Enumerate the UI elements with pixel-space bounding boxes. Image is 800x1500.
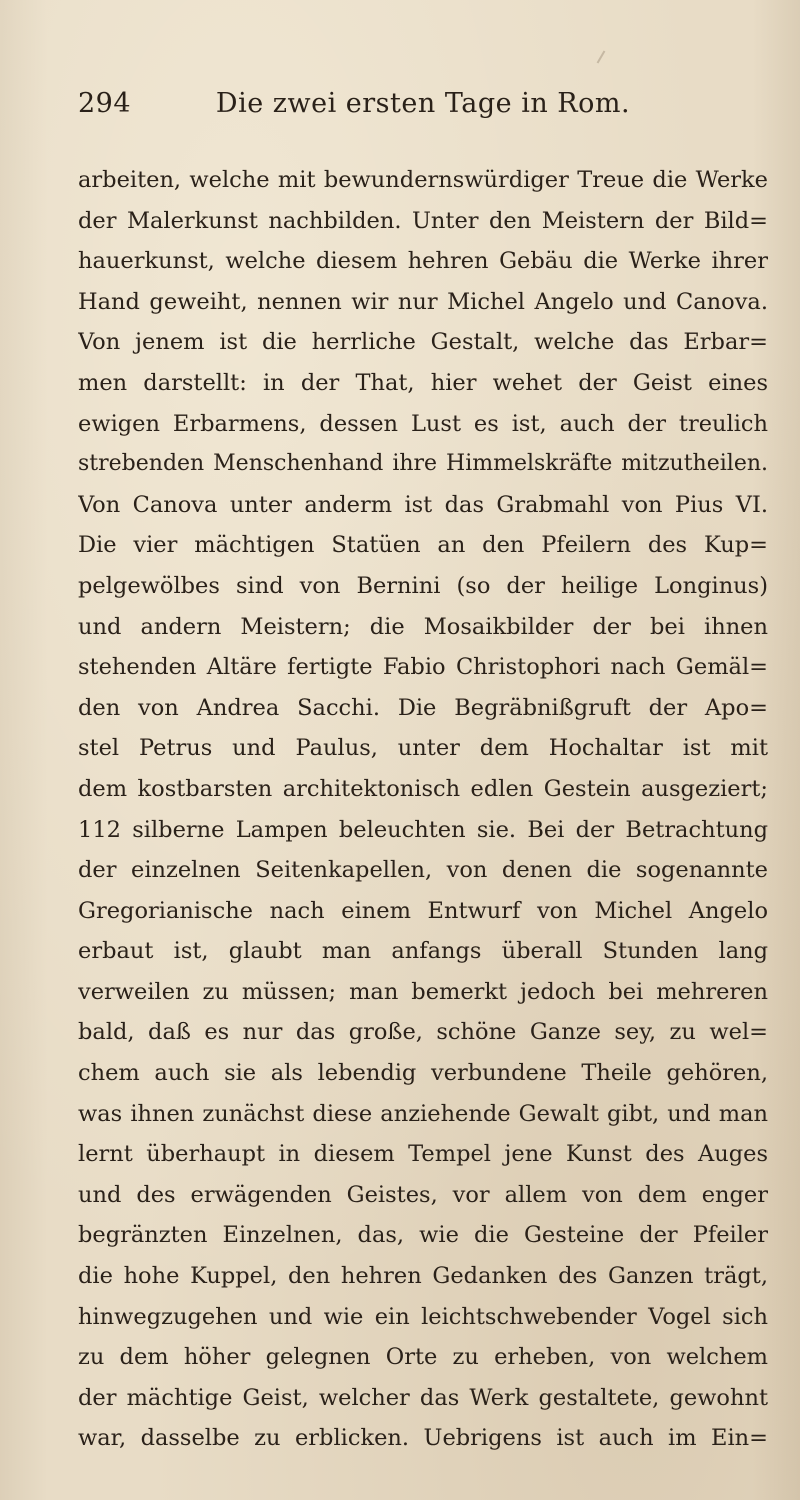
text-line: stehenden Altäre fertigte Fabio Christophori nach Gemäl= (78, 654, 768, 681)
text-line: und des erwägenden Geistes, vor allem von dem enger (78, 1181, 768, 1208)
text-line: zu dem höher gelegnen Orte zu erheben, von welchem (78, 1344, 768, 1371)
text-line: lernt überhaupt in diesem Tempel jene Kunst des Auges (78, 1141, 768, 1168)
text-line: Hand geweiht, nennen wir nur Michel Angelo und Canova. (78, 288, 768, 315)
text-line: arbeiten, welche mit bewundernswürdiger Treue die Werke (78, 167, 768, 193)
text-line: der einzelnen Seitenkapellen, von denen die sogenannte (78, 857, 768, 884)
text-line: men darstellt: in der That, hier wehet der Geist eines (78, 369, 768, 396)
text-line: was ihnen zunächst diese anziehende Gewalt gibt, und man (78, 1100, 768, 1127)
text-line: erbaut ist, glaubt man anfangs überall Stunden lang (78, 938, 768, 965)
text-line: hinwegzugehen und wie ein leichtschwebender Vogel sich (78, 1303, 768, 1330)
text-line: bald, daß es nur das große, schöne Ganze sey, zu wel= (78, 1019, 768, 1046)
text-line: Von Canova unter anderm ist das Grabmahl von Pius VI. (78, 491, 768, 518)
text-line: Die vier mächtigen Statüen an den Pfeilern des Kup= (78, 532, 768, 559)
text-line: Gregorianische nach einem Entwurf von Michel Angelo (78, 897, 768, 924)
text-line: und andern Meistern; die Mosaikbilder der bei ihnen (78, 613, 768, 640)
text-line: pelgewölbes sind von Bernini (so der heilige Longinus) (78, 572, 768, 599)
text-line: den von Andrea Sacchi. Die Begräbnißgruft der Apo= (78, 694, 768, 721)
text-line: chem auch sie als lebendig verbundene Theile gehören, (78, 1060, 768, 1087)
text-line: die hohe Kuppel, den hehren Gedanken des Ganzen trägt, (78, 1263, 768, 1290)
text-line: hauerkunst, welche diesem hehren Gebäu die Werke ihrer (78, 248, 768, 275)
text-line: strebenden Menschenhand ihre Himmelskräfte mitzutheilen. (78, 451, 768, 477)
text-line: verweilen zu müssen; man bemerkt jedoch bei mehreren (78, 978, 768, 1005)
paper-speck (597, 50, 606, 63)
text-line: ewigen Erbarmens, dessen Lust es ist, auch der treulich (78, 410, 768, 437)
text-line: der mächtige Geist, welcher das Werk gestaltete, gewohnt (78, 1384, 768, 1411)
body-text (78, 160, 768, 1459)
running-head: Die zwei ersten Tage in Rom. (215, 88, 631, 119)
text-line: dem kostbarsten architektonisch edlen Gestein ausgeziert; (78, 775, 768, 802)
text-line: 112 silberne Lampen beleuchten sie. Bei der Betrachtung (78, 816, 768, 843)
text-line: der Malerkunst nachbilden. Unter den Meistern der Bild= (78, 207, 768, 234)
page-number: 294 (78, 88, 132, 119)
text-line: Von jenem ist die herrliche Gestalt, welche das Erbar= (78, 329, 768, 356)
text-line: stel Petrus und Paulus, unter dem Hochaltar ist mit (78, 735, 768, 762)
page-header (78, 88, 758, 128)
text-line: begränzten Einzelnen, das, wie die Gesteine der Pfeiler (78, 1222, 768, 1249)
text-line: war, dasselbe zu erblicken. Uebrigens ist auch im Ein= (78, 1425, 768, 1452)
